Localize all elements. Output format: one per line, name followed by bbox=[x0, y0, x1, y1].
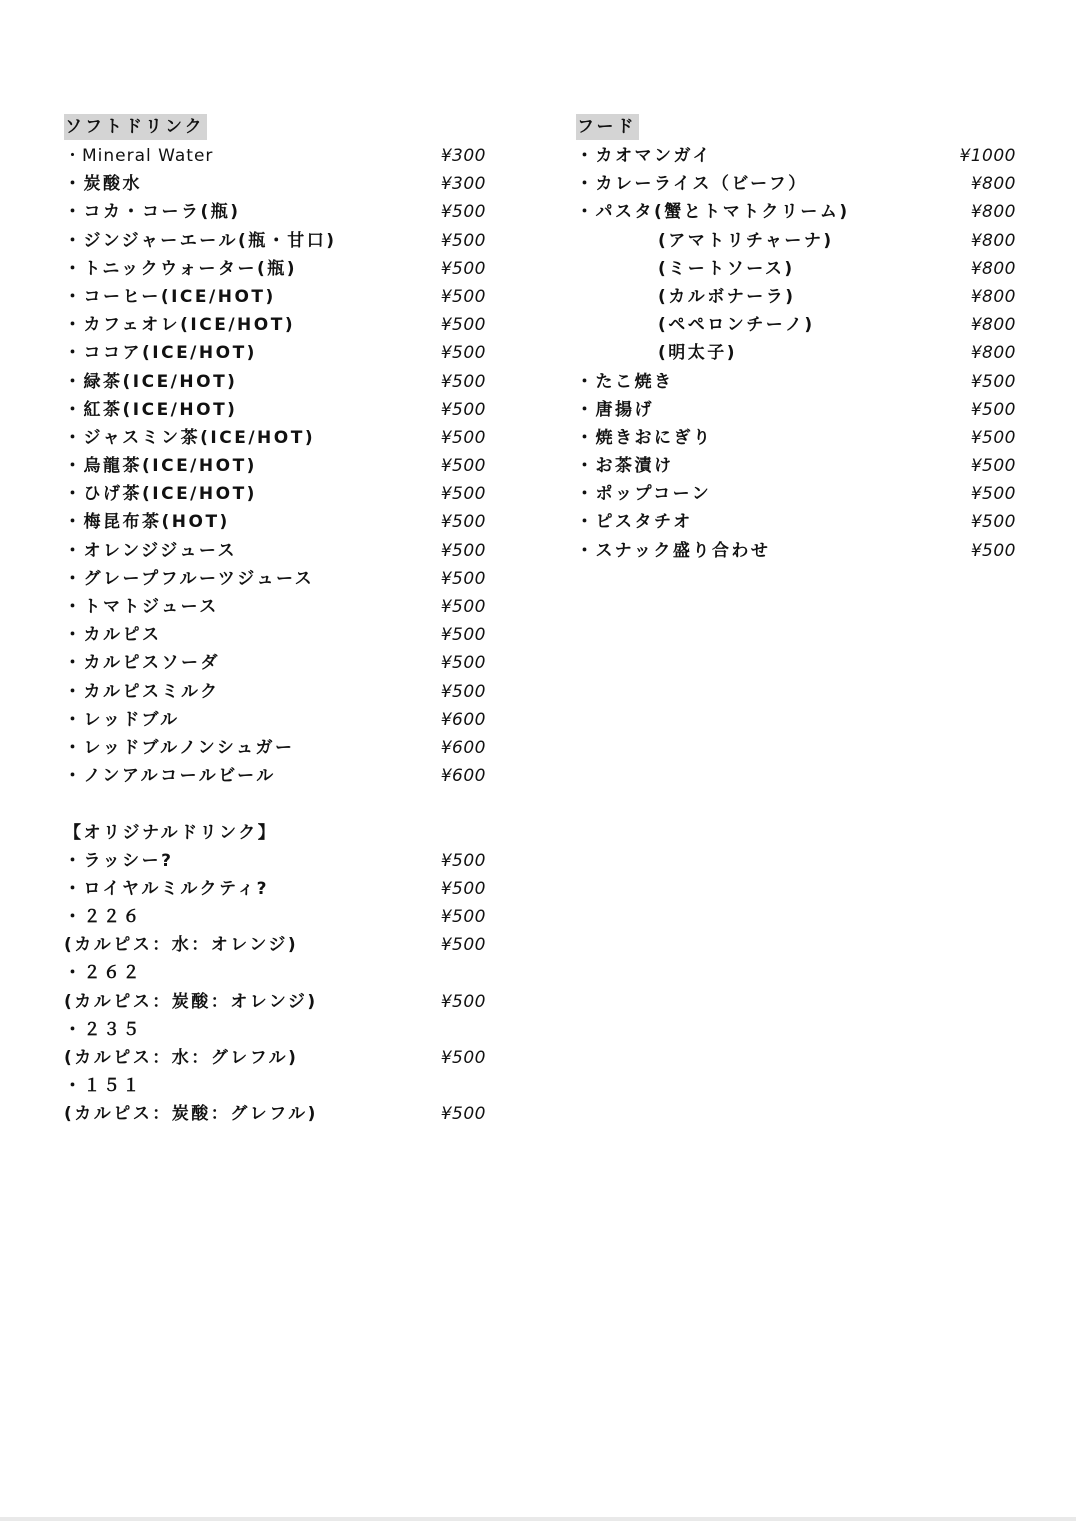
item-price: ¥500 bbox=[440, 484, 486, 505]
item-price: ¥300 bbox=[440, 174, 486, 195]
item-price: ¥500 bbox=[970, 540, 1016, 561]
item-price: ¥500 bbox=[440, 456, 486, 477]
menu-item bbox=[64, 339, 486, 367]
item-price: ¥500 bbox=[440, 230, 486, 251]
item-name: ・スナック盛り合わせ bbox=[576, 540, 771, 561]
item-name: (カルピス：水：オレンジ) bbox=[64, 935, 299, 956]
item-price: ¥500 bbox=[440, 935, 486, 956]
menu-item bbox=[64, 142, 486, 170]
item-name: ・２２６ bbox=[64, 907, 142, 928]
item-name: ・パスタ(蟹とトマトクリーム) bbox=[576, 202, 850, 223]
item-price: ¥500 bbox=[440, 343, 486, 364]
item-price: ¥500 bbox=[440, 1048, 486, 1068]
item-price: ¥500 bbox=[440, 1104, 486, 1125]
food-section bbox=[576, 114, 1016, 565]
menu-item bbox=[64, 1044, 486, 1072]
menu-item bbox=[64, 227, 486, 255]
item-name: ・たこ焼き bbox=[576, 371, 674, 392]
item-name: ・２６２ bbox=[64, 963, 142, 984]
item-name: (カルピス：炭酸：オレンジ) bbox=[64, 991, 318, 1012]
menu-item bbox=[64, 706, 486, 734]
item-price: ¥800 bbox=[970, 286, 1016, 307]
item-price: ¥500 bbox=[440, 568, 486, 589]
item-name: ・緑茶(ICE/HOT) bbox=[64, 371, 238, 392]
item-name: ・カフェオレ(ICE/HOT) bbox=[64, 315, 296, 336]
item-price: ¥500 bbox=[440, 878, 486, 899]
item-name: ・２３５ bbox=[64, 1019, 142, 1040]
menu-item bbox=[576, 255, 1016, 283]
menu-item bbox=[64, 903, 486, 931]
menu-item bbox=[576, 452, 1016, 480]
item-price: ¥800 bbox=[970, 258, 1016, 279]
item-price: ¥600 bbox=[440, 709, 486, 730]
menu-item bbox=[64, 593, 486, 621]
item-price: ¥800 bbox=[970, 230, 1016, 251]
menu-item bbox=[576, 142, 1016, 170]
menu-item bbox=[576, 198, 1016, 226]
item-price: ¥500 bbox=[970, 371, 1016, 392]
item-name: ・焼きおにぎり bbox=[576, 427, 713, 448]
menu-item bbox=[64, 875, 486, 903]
item-name: ・Mineral Water bbox=[64, 146, 214, 166]
menu-item bbox=[576, 537, 1016, 565]
item-name: ・烏龍茶(ICE/HOT) bbox=[64, 456, 257, 477]
menu-item bbox=[64, 847, 486, 875]
menu-item bbox=[64, 762, 486, 790]
item-price: ¥500 bbox=[440, 653, 486, 674]
item-name: ・唐揚げ bbox=[576, 399, 654, 420]
item-name: ・ノンアルコールビール bbox=[64, 766, 276, 787]
item-name: ・ジャスミン茶(ICE/HOT) bbox=[64, 427, 316, 448]
menu-item bbox=[64, 368, 486, 396]
menu-item bbox=[64, 1072, 486, 1100]
menu-item bbox=[576, 480, 1016, 508]
item-name: ・ロイヤルミルクティ? bbox=[64, 878, 269, 899]
item-name: ・ココア(ICE/HOT) bbox=[64, 343, 257, 364]
menu-item bbox=[64, 480, 486, 508]
original-drinks-list bbox=[64, 847, 486, 1129]
item-name: ・レッドブルノンシュガー bbox=[64, 737, 295, 758]
item-price: ¥500 bbox=[440, 850, 486, 871]
menu-item bbox=[64, 311, 486, 339]
menu-item bbox=[576, 424, 1016, 452]
menu-item bbox=[576, 311, 1016, 339]
item-price: ¥300 bbox=[440, 146, 486, 166]
menu-item bbox=[576, 508, 1016, 536]
item-price: ¥800 bbox=[970, 315, 1016, 336]
item-name: ・コカ・コーラ(瓶) bbox=[64, 202, 241, 223]
item-price: ¥500 bbox=[440, 399, 486, 420]
item-name: (アマトリチャーナ) bbox=[658, 230, 834, 251]
item-name: ・ポップコーン bbox=[576, 484, 712, 505]
item-name: ・グレープフルーツジュース bbox=[64, 568, 315, 589]
menu-item bbox=[64, 1016, 486, 1044]
menu-item bbox=[64, 734, 486, 762]
item-price: ¥500 bbox=[440, 625, 486, 646]
item-name: ・カルピス bbox=[64, 625, 162, 646]
item-price: ¥500 bbox=[970, 484, 1016, 505]
item-name: ・ジンジャーエール(瓶・甘口) bbox=[64, 230, 337, 251]
menu-item bbox=[64, 621, 486, 649]
item-price: ¥800 bbox=[970, 174, 1016, 195]
item-name: (カルピス：炭酸：グレフル) bbox=[64, 1104, 318, 1125]
item-price: ¥500 bbox=[440, 315, 486, 336]
item-price: ¥500 bbox=[440, 202, 486, 223]
menu-item bbox=[64, 255, 486, 283]
menu-item bbox=[64, 1100, 486, 1128]
menu-item bbox=[64, 988, 486, 1016]
item-name: (カルピス：水：グレフル) bbox=[64, 1048, 299, 1068]
menu-item bbox=[64, 424, 486, 452]
menu-item bbox=[64, 198, 486, 226]
page-bottom-edge bbox=[0, 1517, 1076, 1521]
food-heading: フード bbox=[576, 114, 639, 140]
menu-item bbox=[576, 170, 1016, 198]
item-name: ・トマトジュース bbox=[64, 597, 219, 617]
item-price: ¥500 bbox=[970, 427, 1016, 448]
item-name: ・ラッシー? bbox=[64, 850, 174, 871]
menu-item bbox=[64, 565, 486, 593]
item-price: ¥500 bbox=[970, 399, 1016, 420]
item-name: ・カオマンガイ bbox=[576, 146, 712, 166]
item-name: ・炭酸水 bbox=[64, 174, 142, 195]
item-price: ¥600 bbox=[440, 766, 486, 787]
menu-item bbox=[64, 452, 486, 480]
menu-item bbox=[64, 170, 486, 198]
item-price: ¥500 bbox=[440, 512, 486, 533]
soft-drinks-list bbox=[64, 142, 486, 790]
menu-item bbox=[64, 678, 486, 706]
item-name: ・お茶漬け bbox=[576, 456, 674, 477]
menu-item bbox=[64, 931, 486, 959]
item-name: (ペペロンチーノ) bbox=[658, 315, 815, 336]
item-price: ¥500 bbox=[970, 512, 1016, 533]
item-price: ¥600 bbox=[440, 737, 486, 758]
item-price: ¥500 bbox=[440, 597, 486, 617]
item-price: ¥500 bbox=[970, 456, 1016, 477]
menu-item bbox=[64, 959, 486, 987]
item-price: ¥500 bbox=[440, 371, 486, 392]
food-list bbox=[576, 142, 1016, 565]
item-name: ・カレーライス（ビーフ） bbox=[576, 174, 808, 195]
item-price: ¥500 bbox=[440, 991, 486, 1012]
item-price: ¥800 bbox=[970, 202, 1016, 223]
menu-item bbox=[64, 537, 486, 565]
menu-item bbox=[576, 396, 1016, 424]
menu-item bbox=[576, 283, 1016, 311]
menu-item bbox=[64, 649, 486, 677]
item-price: ¥500 bbox=[440, 540, 486, 561]
item-price: ¥500 bbox=[440, 427, 486, 448]
item-name: (カルボナーラ) bbox=[658, 286, 796, 307]
item-name: ・カルピスミルク bbox=[64, 681, 220, 702]
item-name: ・レッドブル bbox=[64, 709, 180, 730]
menu-item bbox=[576, 368, 1016, 396]
item-name: ・カルピスソーダ bbox=[64, 653, 220, 674]
item-name: ・ひげ茶(ICE/HOT) bbox=[64, 484, 257, 505]
item-name: ・１５１ bbox=[64, 1076, 142, 1097]
soft-drinks-section bbox=[64, 114, 486, 1129]
item-name: ・トニックウォーター(瓶) bbox=[64, 258, 297, 279]
menu-item bbox=[64, 508, 486, 536]
menu-item bbox=[64, 396, 486, 424]
menu-item bbox=[576, 339, 1016, 367]
soft-drinks-heading: ソフトドリンク bbox=[64, 114, 207, 140]
item-price: ¥1000 bbox=[959, 146, 1016, 166]
menu-item bbox=[64, 283, 486, 311]
original-drinks-heading: 【オリジナルドリンク】 bbox=[64, 822, 278, 843]
item-price: ¥500 bbox=[440, 681, 486, 702]
item-name: (ミートソース) bbox=[658, 258, 795, 279]
item-price: ¥500 bbox=[440, 286, 486, 307]
section-gap bbox=[64, 790, 486, 818]
item-price: ¥800 bbox=[970, 343, 1016, 364]
item-name: ・梅昆布茶(HOT) bbox=[64, 512, 230, 533]
item-name: ・コーヒー(ICE/HOT) bbox=[64, 286, 276, 307]
item-name: ・紅茶(ICE/HOT) bbox=[64, 399, 238, 420]
item-name: (明太子) bbox=[658, 343, 738, 364]
item-price: ¥500 bbox=[440, 907, 486, 928]
item-name: ・ピスタチオ bbox=[576, 512, 693, 533]
menu-item bbox=[576, 227, 1016, 255]
item-name: ・オレンジジュース bbox=[64, 540, 238, 561]
item-price: ¥500 bbox=[440, 258, 486, 279]
